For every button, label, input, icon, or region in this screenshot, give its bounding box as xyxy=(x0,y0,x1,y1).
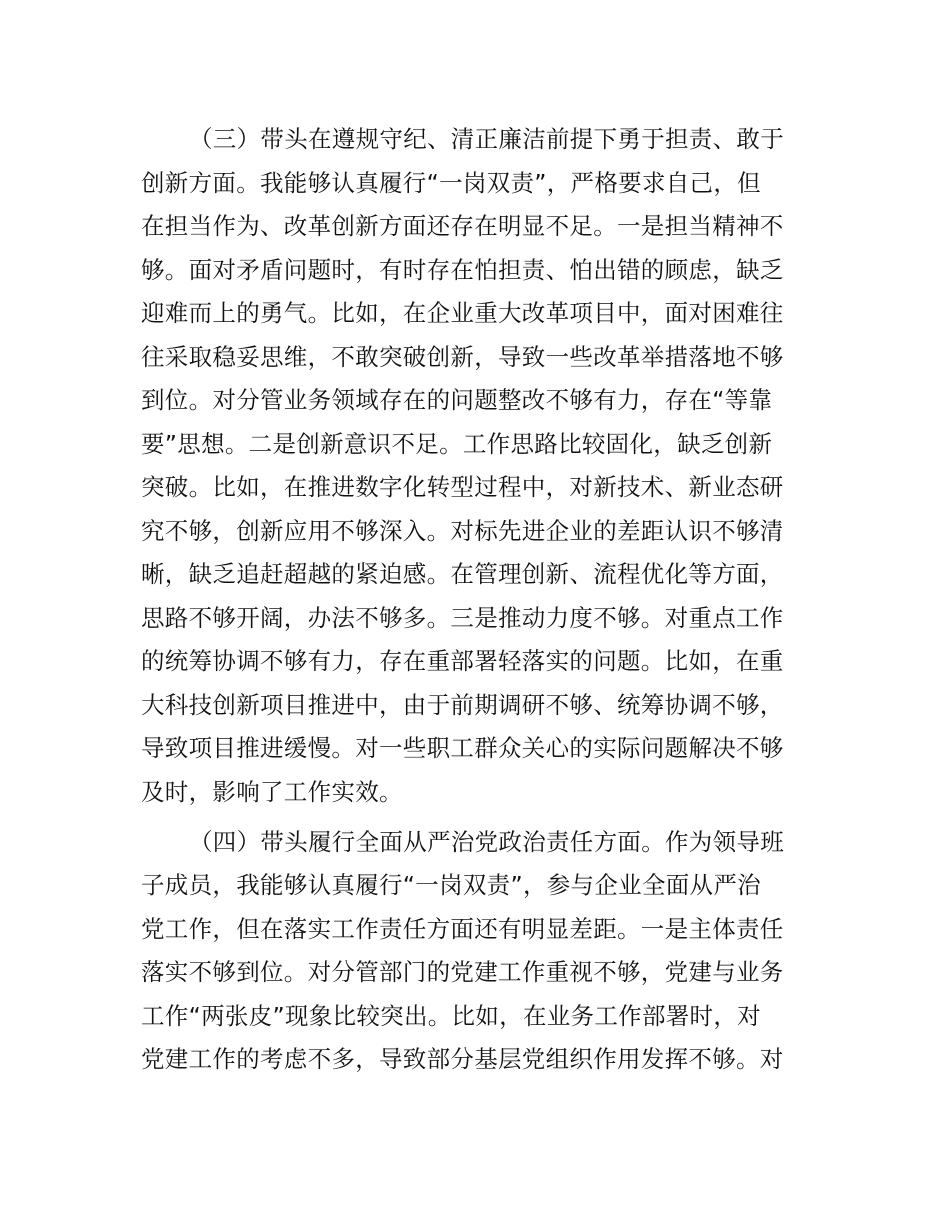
paragraph-line: 党工作，但在落实工作责任方面还有明显差距。一是主体责任 xyxy=(141,915,784,943)
paragraph-line: 迎难而上的勇气。比如，在企业重大改革项目中，面对困难往 xyxy=(141,299,784,327)
paragraph-line: 突破。比如，在推进数字化转型过程中，对新技术、新业态研 xyxy=(141,473,784,501)
paragraph-line: 子成员，我能够认真履行“一岗双责”，参与企业全面从严治 xyxy=(141,871,761,899)
paragraph-line: 思路不够开阔，办法不够多。三是推动力度不够。对重点工作 xyxy=(141,604,784,632)
paragraph-line: 导致项目推进缓慢。对一些职工群众关心的实际问题解决不够 xyxy=(141,734,784,762)
paragraph-line: 够。面对矛盾问题时，有时存在怕担责、怕出错的顾虑，缺乏 xyxy=(141,256,784,284)
paragraph-line: 落实不够到位。对分管部门的党建工作重视不够，党建与业务 xyxy=(141,958,784,986)
paragraph-line: （三）带头在遵规守纪、清正廉洁前提下勇于担责、敢于 xyxy=(189,125,784,153)
paragraph-line: 大科技创新项目推进中，由于前期调研不够、统筹协调不够， xyxy=(141,691,784,719)
paragraph-line: 到位。对分管业务领域存在的问题整改不够有力，存在“等靠 xyxy=(141,386,773,414)
paragraph-line: 究不够，创新应用不够深入。对标先进企业的差距认识不够清 xyxy=(141,517,784,545)
paragraph-line: 党建工作的考虑不多，导致部分基层党组织作用发挥不够。对 xyxy=(141,1045,784,1073)
paragraph-line: 的统筹协调不够有力，存在重部署轻落实的问题。比如，在重 xyxy=(141,647,784,675)
paragraph-line: 创新方面。我能够认真履行“一岗双责”，严格要求自己，但 xyxy=(141,169,761,197)
paragraph-line: 工作“两张皮”现象比较突出。比如，在业务工作部署时，对 xyxy=(141,1002,761,1030)
paragraph-line: （四）带头履行全面从严治党政治责任方面。作为领导班 xyxy=(189,828,784,856)
paragraph-line: 要”思想。二是创新意识不足。工作思路比较固化，缺乏创新 xyxy=(141,430,773,458)
paragraph-line: 往采取稳妥思维，不敢突破创新，导致一些改革举措落地不够 xyxy=(141,343,784,371)
paragraph-line: 在担当作为、改革创新方面还存在明显不足。一是担当精神不 xyxy=(141,212,784,240)
paragraph-line: 及时，影响了工作实效。 xyxy=(141,778,403,806)
paragraph-line: 晰，缺乏追赶超越的紧迫感。在管理创新、流程优化等方面， xyxy=(141,560,784,588)
